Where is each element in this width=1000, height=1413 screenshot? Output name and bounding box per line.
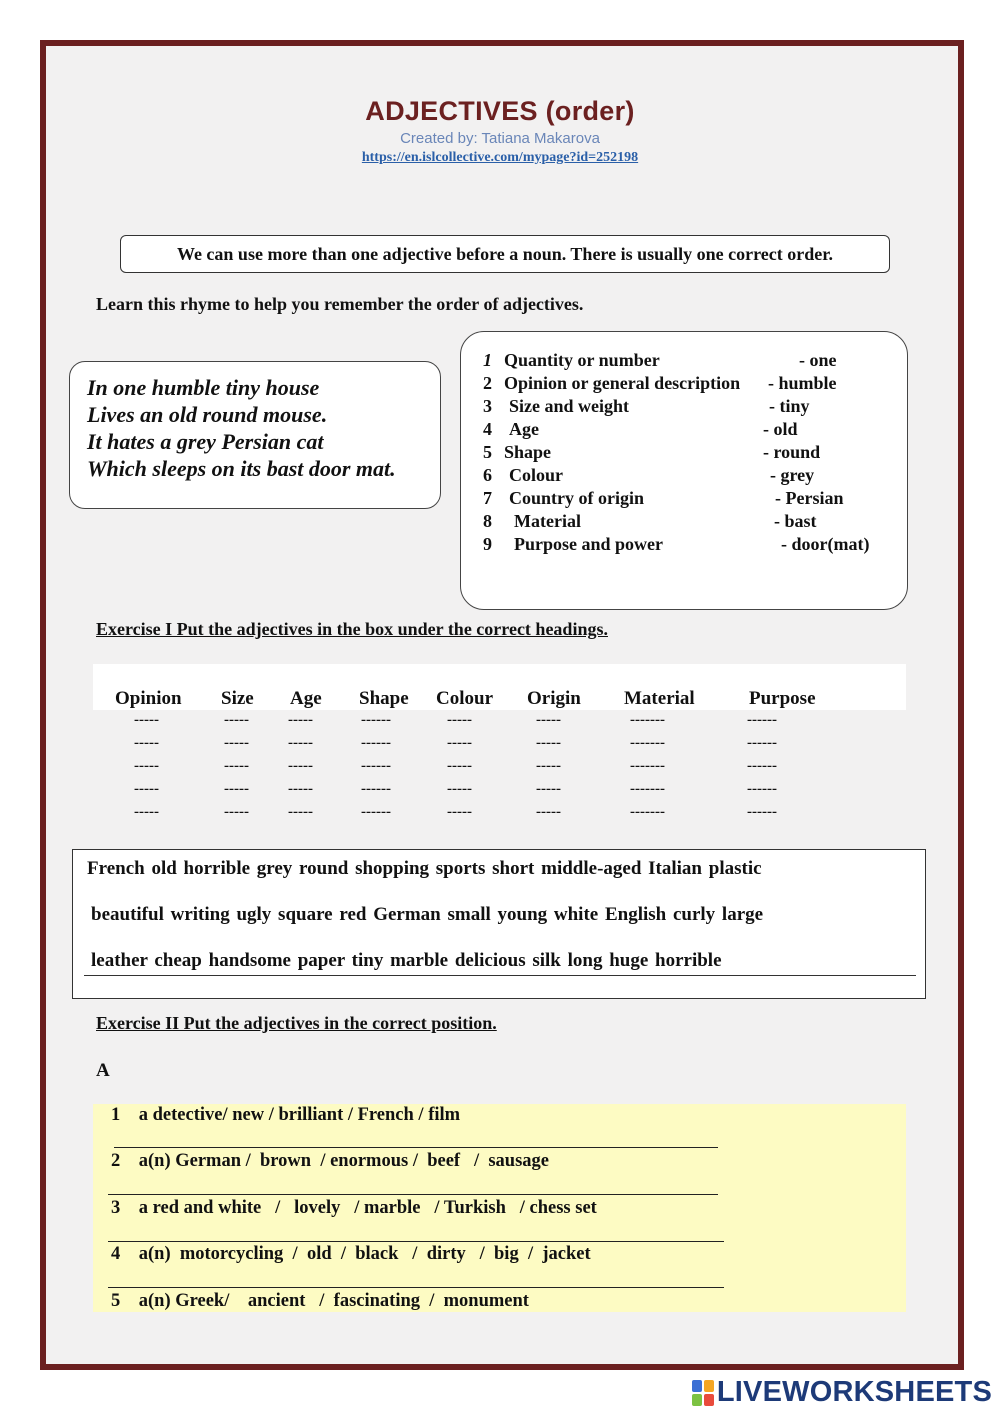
answer-line[interactable] [114, 1147, 718, 1148]
exercise2-item: 3 a red and white / lovely / marble / Turkish / chess set [111, 1198, 597, 1218]
answer-blank[interactable]: ------ [361, 712, 391, 728]
answer-blank[interactable]: ------- [630, 804, 665, 820]
answer-blank[interactable]: ----- [288, 712, 313, 728]
rhyme-line: Lives an old round mouse. [87, 402, 328, 427]
answer-blank[interactable]: ------ [361, 781, 391, 797]
order-number: 6 [483, 465, 492, 485]
order-number: 7 [483, 488, 492, 508]
page-title: ADJECTIVES (order) [365, 96, 635, 126]
answer-blank[interactable]: ------ [747, 781, 777, 797]
rhyme-line: Which sleeps on its bast door mat. [87, 456, 396, 481]
word-bank-line: leather cheap handsome paper tiny marble delicious silk long huge horrible [91, 950, 722, 971]
answer-blank[interactable]: ------- [630, 712, 665, 728]
answer-blank[interactable]: ----- [447, 735, 472, 751]
answer-line[interactable] [108, 1194, 718, 1195]
heading-origin: Origin [527, 688, 581, 709]
answer-blank[interactable]: ----- [288, 758, 313, 774]
word-bank-line: beautiful writing ugly square red German small young white English curly large [91, 904, 764, 925]
order-category: Purpose and power [514, 534, 664, 554]
heading-size: Size [221, 688, 254, 709]
answer-blank[interactable]: ------ [747, 804, 777, 820]
logo-text: LIVEWORKSHEETS [716, 1376, 992, 1408]
intro-text: We can use more than one adjective before a noun. There is usually one correct order. [176, 243, 834, 264]
answer-blank[interactable]: ------- [630, 758, 665, 774]
order-category: Shape [504, 442, 552, 462]
word-bank-divider [84, 975, 916, 976]
exercise2-item: 1 a detective/ new / brilliant / French / film [111, 1105, 461, 1125]
heading-material: Material [624, 688, 695, 709]
answer-blank[interactable]: ------- [630, 735, 665, 751]
word-bank-line: French old horrible grey round shopping sports short middle-aged Italian plastic [87, 858, 762, 879]
logo-square [704, 1394, 714, 1406]
answer-blank[interactable]: ----- [134, 781, 159, 797]
answer-blank[interactable]: ----- [447, 758, 472, 774]
answer-blank[interactable]: ----- [224, 758, 249, 774]
heading-purpose: Purpose [749, 688, 816, 709]
heading-shape: Shape [359, 688, 409, 709]
order-category: Age [509, 419, 539, 439]
order-example: - Persian [775, 488, 844, 508]
order-category: Size and weight [509, 396, 630, 416]
exercise2-heading: Exercise II Put the adjectives in the correct position. [96, 1013, 497, 1033]
order-example: - bast [774, 511, 817, 531]
intro-box [120, 235, 890, 273]
author-link[interactable]: https://en.islcollective.com/mypage?id=252198 [361, 150, 639, 165]
answer-blank[interactable]: ------- [630, 781, 665, 797]
order-category: Material [514, 511, 581, 531]
answer-blank[interactable]: ----- [134, 758, 159, 774]
answer-blank[interactable]: ------ [747, 735, 777, 751]
word-bank-box [72, 849, 926, 999]
heading-colour: Colour [436, 688, 493, 709]
answer-blank[interactable]: ----- [288, 781, 313, 797]
answer-blank[interactable]: ----- [224, 804, 249, 820]
heading-age: Age [290, 688, 322, 709]
exercise2-item: 4 a(n) motorcycling / old / black / dirty / big / jacket [111, 1244, 591, 1264]
rhyme-line: It hates a grey Persian cat [87, 429, 324, 454]
answer-blank[interactable]: ------ [361, 804, 391, 820]
order-number: 2 [483, 373, 492, 393]
order-number: 8 [483, 511, 492, 531]
answer-blank[interactable]: ------ [361, 758, 391, 774]
answer-blank[interactable]: ----- [224, 712, 249, 728]
order-number: 3 [483, 396, 492, 416]
answer-blank[interactable]: ----- [288, 804, 313, 820]
section-label: A [96, 1060, 110, 1081]
order-number: 9 [483, 534, 492, 554]
answer-blank[interactable]: ----- [224, 735, 249, 751]
answer-blank[interactable]: ----- [134, 804, 159, 820]
answer-blank[interactable]: ----- [288, 735, 313, 751]
answer-blank[interactable]: ----- [536, 758, 561, 774]
order-example: - humble [768, 373, 837, 393]
exercise2-item: 5 a(n) Greek/ ancient / fascinating / monument [111, 1291, 529, 1311]
answer-blank[interactable]: ----- [536, 735, 561, 751]
order-number: 1 [483, 350, 492, 370]
answer-blank[interactable]: ------ [361, 735, 391, 751]
order-category: Quantity or number [504, 350, 660, 370]
answer-blank[interactable]: ----- [536, 712, 561, 728]
exercise2-item: 2 a(n) German / brown / enormous / beef / sausage [111, 1151, 550, 1171]
logo-square [692, 1394, 702, 1406]
liveworksheets-logo[interactable] [692, 1376, 992, 1409]
answer-blank[interactable]: ----- [536, 781, 561, 797]
answer-blank[interactable]: ----- [134, 712, 159, 728]
logo-square [692, 1380, 702, 1392]
logo-square [704, 1380, 714, 1392]
rhyme-box [69, 361, 441, 509]
answer-blank[interactable]: ----- [224, 781, 249, 797]
logo-icon [692, 1380, 714, 1406]
answer-blank[interactable]: ------ [747, 712, 777, 728]
rhyme-line: In one humble tiny house [87, 375, 320, 400]
answer-blank[interactable]: ----- [447, 712, 472, 728]
order-number: 4 [483, 419, 492, 439]
order-example: - door(mat) [781, 534, 870, 554]
order-example: - one [799, 350, 837, 370]
order-example: - grey [770, 465, 815, 485]
answer-blank[interactable]: ----- [447, 804, 472, 820]
answer-blank[interactable]: ----- [134, 735, 159, 751]
order-example: - old [763, 419, 798, 439]
answer-blank[interactable]: ------ [747, 758, 777, 774]
learn-instruction: Learn this rhyme to help you remember the order of adjectives. [96, 294, 584, 314]
order-example: - tiny [769, 396, 810, 416]
order-category: Colour [509, 465, 563, 485]
heading-opinion: Opinion [115, 688, 182, 709]
order-category: Country of origin [509, 488, 644, 508]
author-credit: Created by: Tatiana Makarova [400, 130, 600, 147]
answer-line[interactable] [108, 1241, 724, 1242]
answer-line[interactable] [108, 1287, 724, 1288]
order-category: Opinion or general description [504, 373, 741, 393]
exercise1-heading: Exercise I Put the adjectives in the box under the correct headings. [96, 619, 608, 639]
order-example: - round [763, 442, 821, 462]
answer-blank[interactable]: ----- [447, 781, 472, 797]
adjective-order-box [460, 331, 908, 610]
order-number: 5 [483, 442, 492, 462]
answer-blank[interactable]: ----- [536, 804, 561, 820]
